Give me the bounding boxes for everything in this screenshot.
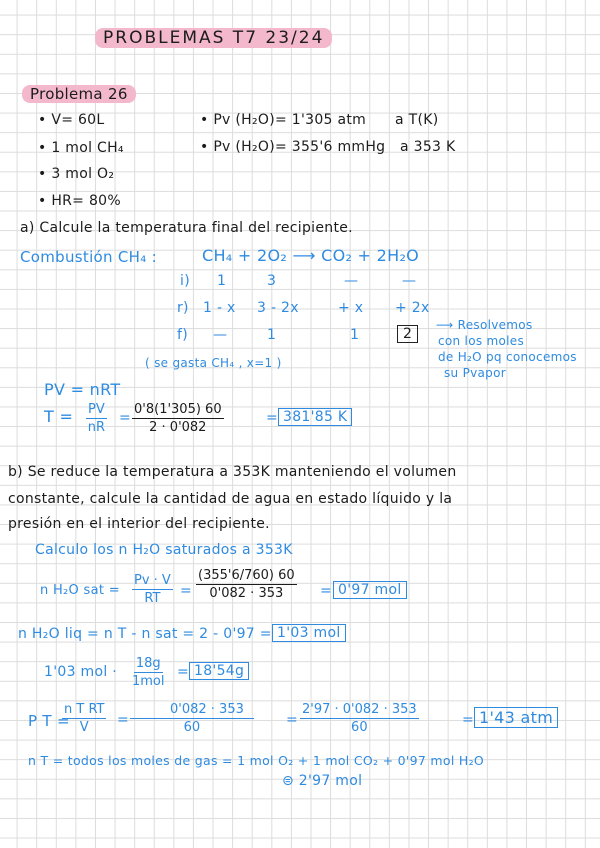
row-label: f): [177, 327, 188, 343]
pt-lhs: P T =: [28, 712, 70, 730]
side-note-2: con los moles: [438, 334, 525, 348]
given-ch4: • 1 mol CH₄: [38, 140, 124, 156]
side-note-1: ⟶ Resolvemos: [436, 318, 533, 332]
cell: + x: [338, 300, 364, 316]
cell: 3: [267, 273, 277, 289]
given-pv-2: • Pv (H₂O)= 355'6 mmHg: [200, 139, 386, 155]
cell: 1: [350, 327, 360, 343]
row-label: i): [180, 273, 190, 289]
part-b-question-3: presión en el interior del recipiente.: [8, 516, 270, 532]
cell: 1 - x: [203, 300, 236, 316]
combustion-label: Combustión CH₄ :: [20, 248, 157, 266]
equals-sign: =: [117, 712, 130, 728]
cell: —: [344, 273, 359, 289]
given-humidity: • HR= 80%: [38, 193, 121, 209]
pt-fraction-general: $\frac{0'082 \cdot 353}{60}$: [130, 702, 254, 735]
problem-label: Problema 26: [22, 85, 136, 103]
side-note-3: de H₂O pq conocemos: [438, 350, 577, 364]
equals-sign: =: [180, 583, 193, 599]
pt-fraction-numeric: $\frac{2'97 \cdot 0'082 \cdot 353}{60}$: [302, 702, 417, 735]
equals-sign: =: [320, 583, 333, 599]
given-volume: • V= 60L: [38, 112, 105, 128]
combustion-reaction: CH₄ + 2O₂ ⟶ CO₂ + 2H₂O: [202, 246, 420, 265]
nsat-fraction-symbolic: $\frac{Pv \cdot V}{RT}$: [134, 573, 171, 606]
cell: —: [402, 273, 417, 289]
cell: —: [213, 327, 228, 343]
given-pv-1: • Pv (H₂O)= 1'305 atm: [200, 112, 367, 128]
side-note-4: su Pvapor: [444, 366, 506, 380]
equals-sign: =: [462, 712, 475, 728]
page-title: PROBLEMAS T7 23/24: [95, 28, 332, 48]
cell: 1: [267, 327, 277, 343]
part-b-question-1: b) Se reduce la temperatura a 353K manteniendo el volumen: [8, 464, 457, 480]
pt-result: 1'43 atm: [474, 707, 558, 728]
cell: + 2x: [395, 300, 430, 316]
ideal-gas-equation: PV = nRT: [44, 380, 121, 399]
equals-sign: =: [177, 664, 190, 680]
nsat-result: 0'97 mol: [333, 581, 407, 599]
mass-fraction: 18g 1mol: [132, 656, 165, 689]
ch4-note: ( se gasta CH₄ , x=1 ): [145, 356, 282, 370]
nt-line: n T = todos los moles de gas = 1 mol O₂ + 1 mol CO₂ + 0'97 mol H₂O: [28, 753, 485, 768]
nsat-lhs: n H₂O sat =: [40, 583, 120, 598]
cell-boxed: 2: [397, 325, 418, 343]
nt-total: ⊜ 2'97 mol: [282, 773, 363, 789]
cell: 1: [217, 273, 227, 289]
t-equation-lhs: T =: [44, 407, 74, 426]
pt-fraction-symbolic: $\frac{\text{n T RT}}{V}$: [64, 702, 105, 735]
part-a-question: a) Calcule la temperatura final del recipiente.: [20, 220, 353, 236]
given-pv-1-temp: a T(K): [395, 112, 439, 128]
cell: 3 - 2x: [257, 300, 299, 316]
mass-lhs: 1'03 mol ·: [44, 664, 118, 680]
nliq-equation: n H₂O liq = n T - n sat = 2 - 0'97 =: [18, 626, 272, 642]
nliq-result: 1'03 mol: [272, 624, 346, 642]
equals-sign: =: [119, 410, 132, 426]
t-fraction-numeric: $\frac{0'8(1'305) 60}{2 \cdot 0'082}$: [134, 402, 222, 435]
t-fraction-symbolic: $\frac{PV}{nR}$: [87, 402, 105, 435]
given-pv-2-temp: a 353 K: [400, 139, 456, 155]
equals-sign: =: [286, 712, 299, 728]
equals-sign: =: [266, 410, 279, 426]
nsat-fraction-numeric: $\frac{(355'6/760) 60}{0'082 \cdot 353}$: [198, 568, 295, 601]
temperature-result: 381'85 K: [278, 408, 352, 426]
mass-result: 18'54g: [189, 662, 249, 680]
given-o2: • 3 mol O₂: [38, 166, 115, 182]
saturation-label: Calculo los n H₂O saturados a 353K: [35, 542, 293, 558]
part-b-question-2: constante, calcule la cantidad de agua en estado líquido y la: [8, 491, 453, 507]
row-label: r): [177, 300, 189, 316]
